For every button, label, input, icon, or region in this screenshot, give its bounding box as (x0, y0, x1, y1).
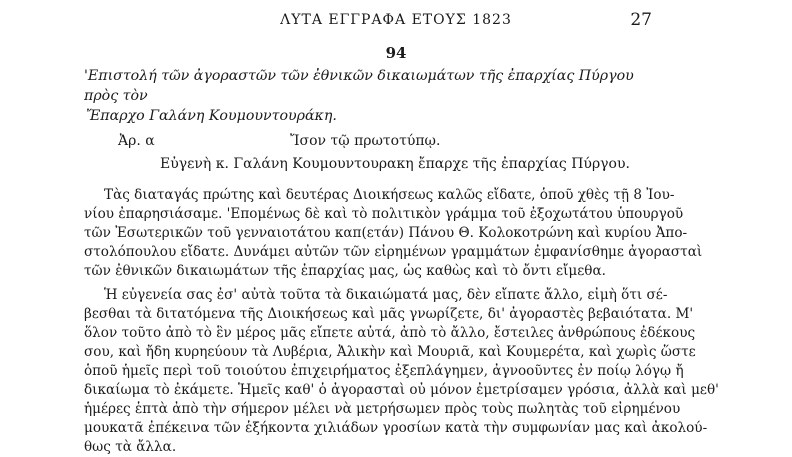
reference-number: Ἀρ. α (118, 133, 155, 149)
text-line: στολόπουλου εἴδατε. Δυνάμει αὐτῶν τῶν εἰρημένων γραμμάτων ἐμφανίσθημε ἀγορασταὶ (84, 244, 703, 260)
text-line: μουκατᾶ ἐπέκεινα τῶν ἑξήκοντα χιλιάδων γροσίων κατὰ τὴν συμφωνίαν μας καὶ ἀκολού- (84, 420, 708, 436)
title-line: 'Επιστολή τῶν ἀγοραστῶν τῶν ἐθνικῶν δικαιωμάτων τῆς ἐπαρχίας Πύργου πρὸς τὸν (84, 68, 634, 104)
title-line: Ἔπαρχο Γαλάνη Κουμουντουράκη. (86, 108, 337, 124)
text-line: ἡμέρες ἑπτὰ ἀπὸ τὴν σήμερον μέλει νὰ μετρήσωμεν πρὸς τοὺς πωλητὰς τοῦ εἰρημένου (84, 401, 681, 417)
text-line: ὁποῦ ἡμεῖς περὶ τοῦ τοιούτου ἐπιχειρήματος ἐξεπλάγημεν, ἀγνοοῦντες ἐν ποίῳ λόγῳ ἤ (84, 363, 684, 379)
page-header (0, 10, 792, 32)
document-number: 94 (385, 44, 407, 62)
text-line: τῶν Ἐσωτερικῶν τοῦ γενναιοτάτου καπ(ετάν) Πάνου Θ. Κολοκοτρώνη καὶ κυρίου Ἀπο- (84, 225, 688, 241)
text-line: τῶν ἐθνικῶν δικαιωμάτων τῆς ἐπαρχίας μας, ὡς καθὼς καὶ τὸ ὄντι εἴμεθα. (84, 263, 606, 279)
text-line: Τὰς διαταγάς πρώτης καὶ δευτέρας Διοικήσεως καλῶς εἴδατε, ὁποῦ χθὲς τῇ 8 Ἰου- (104, 187, 675, 203)
text-line: βεσθαι τὰ διτατόμενα τῆς Διοικήσεως καὶ μᾶς γνωρίζετε, δι' ἀγοραστὲς βεβαιότατα. Μ' (84, 306, 694, 322)
page-number: 27 (630, 10, 652, 30)
paragraph-1 (84, 186, 703, 281)
text-line: σου, καὶ ἤδη κυρηεύουν τὰ Λυβέρια, Ἀλικὴν καὶ Μουριᾶ, καὶ Κουμερέτα, καὶ χωρὶς ὥστε (84, 344, 696, 360)
running-title: ΛΥΤΑ ΕΓΓΡΑΦΑ ΕΤΟΥΣ 1823 (280, 12, 512, 28)
text-line: θως τὰ ἄλλα. (84, 439, 177, 455)
document-title (84, 66, 644, 126)
text-line: Ἡ εὐγενεία σας ἐσ' αὐτὰ τοῦτα τὰ δικαιώματά μας, δὲν εἴπατε ἄλλο, εἰμὴ ὅτι σέ- (104, 287, 668, 303)
paragraph-2 (84, 286, 719, 457)
text-line: δικαίωμα τὸ ἐκάμετε. Ἡμεῖς καθ' ὁ ἀγορασταὶ οὐ μόνον ἐμετρίσαμεν γρόσια, ἀλλὰ καὶ μεθ' (84, 382, 719, 398)
text-line: ὅλον τοῦτο ἀπὸ τὸ ἓν μέρος μᾶς εἴπετε αὐτά, ἀπὸ τὸ ἄλλο, ἔστειλες ἀνθρώπους ἐδέκους (84, 325, 696, 341)
text-line: νίου ἐπαρησιάσαμε. 'Επομένως δὲ καὶ τὸ πολιτικὸν γράμμα τοῦ ἐξοχωτάτου ὑπουργοῦ (84, 206, 684, 222)
copy-note: Ἴσον τῷ πρωτοτύπῳ. (290, 133, 441, 149)
salutation: Εὐγενὴ κ. Γαλάνη Κουμουντουρακη ἔπαρχε τῆς ἐπαρχίας Πύργου. (160, 156, 630, 172)
